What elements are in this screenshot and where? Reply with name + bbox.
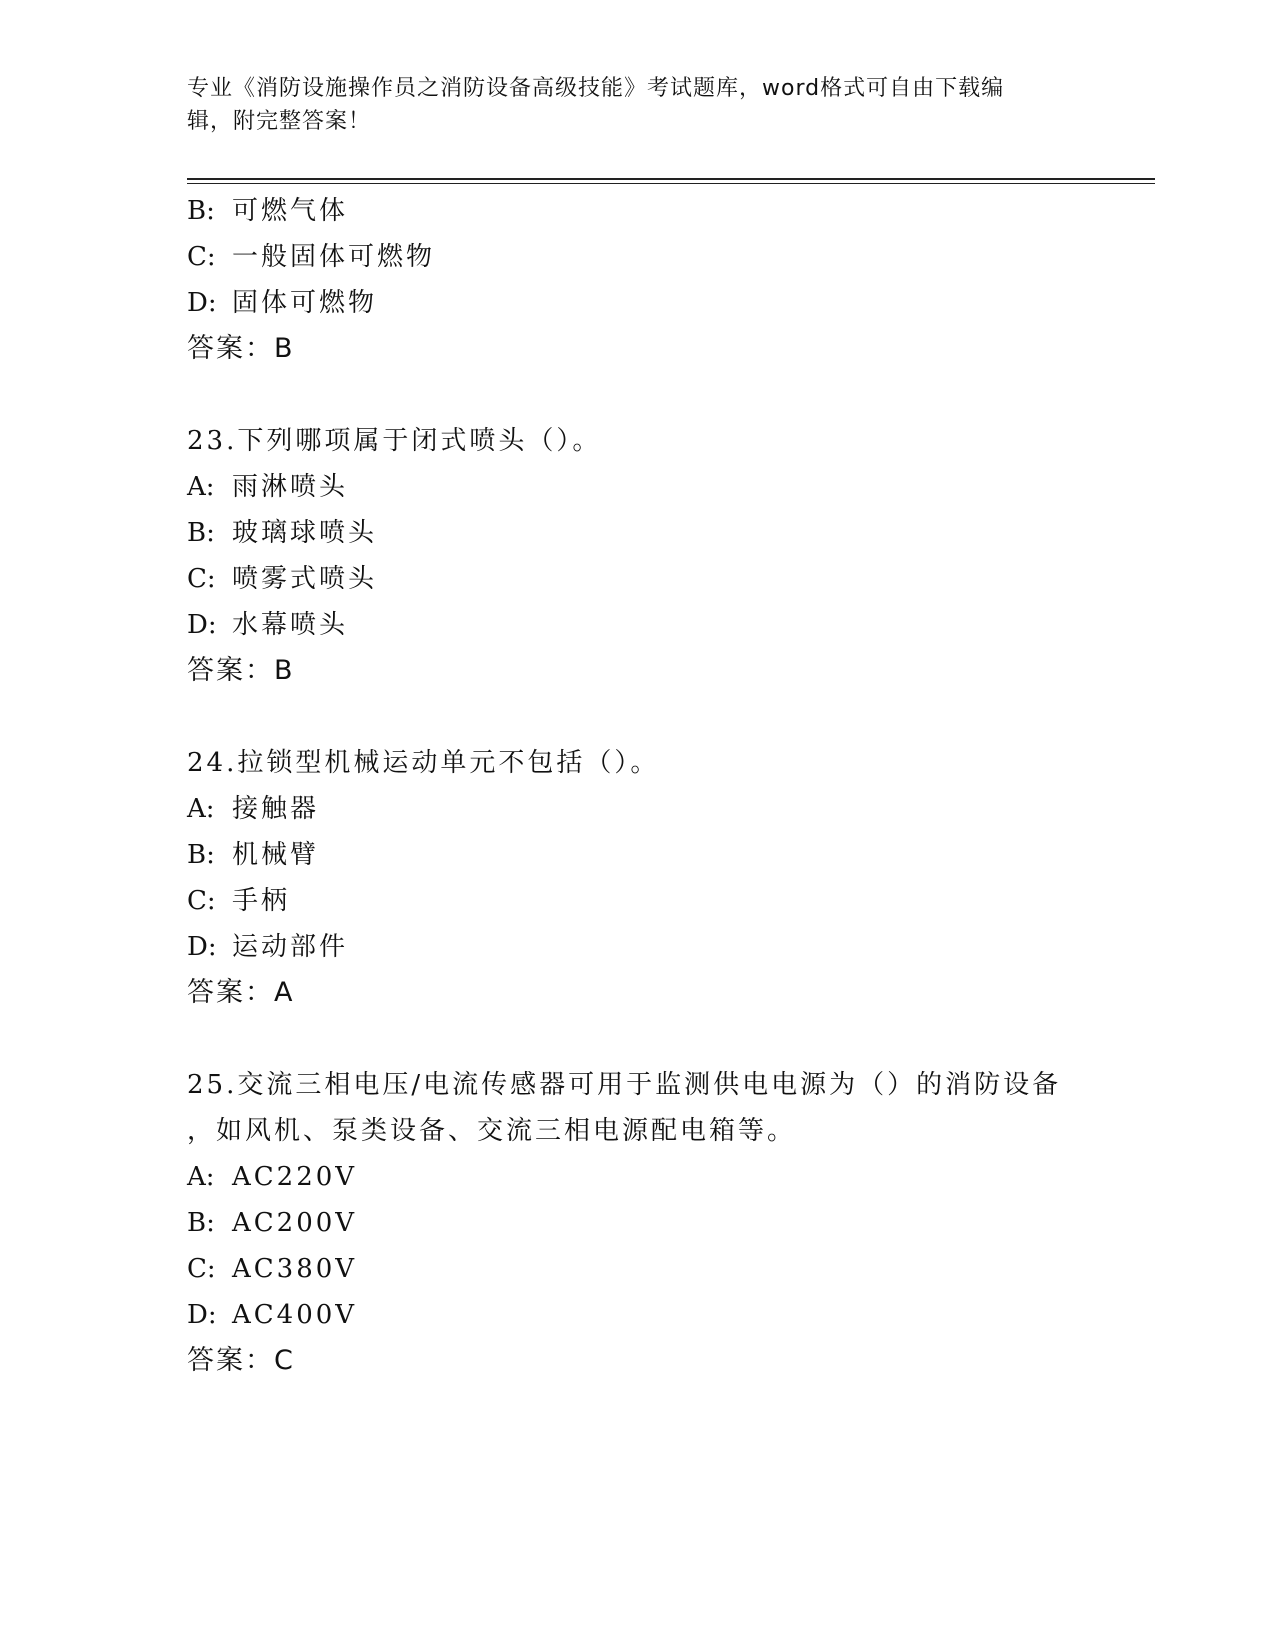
question-stem: 23.下列哪项属于闭式喷头（）。	[187, 426, 602, 456]
question-list	[187, 188, 1087, 1384]
option-key: A:	[187, 1162, 215, 1192]
option-text: 雨淋喷头	[232, 472, 349, 502]
option-key: D:	[187, 288, 217, 318]
option-text: 玻璃球喷头	[232, 518, 378, 548]
header-divider-thin	[187, 183, 1155, 184]
spacer	[187, 372, 1087, 418]
option-d	[187, 280, 1087, 326]
option-text: 可燃气体	[232, 196, 349, 226]
option-key: C:	[187, 564, 216, 594]
spacer	[187, 694, 1087, 740]
answer: 答案：C	[187, 1345, 295, 1376]
header-divider-thick	[187, 178, 1155, 180]
option-text: 运动部件	[232, 932, 349, 962]
option-key: B:	[187, 196, 215, 226]
option-text: AC220V	[232, 1162, 358, 1192]
option-text: 水幕喷头	[232, 610, 349, 640]
option-text: 喷雾式喷头	[232, 564, 378, 594]
answer: 答案：A	[187, 977, 295, 1008]
question-23	[187, 418, 1087, 694]
option-d	[187, 602, 1087, 648]
option-key: B:	[187, 1208, 215, 1238]
option-key: C:	[187, 242, 216, 272]
option-a	[187, 464, 1087, 510]
option-text: 接触器	[232, 794, 320, 824]
option-d	[187, 1292, 1087, 1338]
option-text: 机械臂	[232, 840, 320, 870]
option-b	[187, 1200, 1087, 1246]
option-key: C:	[187, 1254, 216, 1284]
option-text: 固体可燃物	[232, 288, 378, 318]
option-d	[187, 924, 1087, 970]
question-stem-line-1: 25.交流三相电压/电流传感器可用于监测供电电源为（）的消防设备	[187, 1070, 1062, 1100]
option-key: A:	[187, 794, 215, 824]
question-25	[187, 1062, 1087, 1384]
question-stem-line-2: ，如风机、泵类设备、交流三相电源配电箱等。	[187, 1116, 797, 1146]
option-c	[187, 878, 1087, 924]
option-a	[187, 1154, 1087, 1200]
option-key: A:	[187, 472, 215, 502]
option-b	[187, 510, 1087, 556]
option-text: AC380V	[232, 1254, 358, 1284]
question-22	[187, 188, 1087, 372]
header-line-2: 辑，附完整答案！	[187, 109, 372, 134]
option-text: 手柄	[232, 886, 291, 916]
option-b	[187, 188, 1087, 234]
option-b	[187, 832, 1087, 878]
option-key: B:	[187, 518, 215, 548]
option-c	[187, 1246, 1087, 1292]
answer: 答案：B	[187, 655, 295, 686]
option-key: C:	[187, 886, 216, 916]
option-c	[187, 556, 1087, 602]
header-line-1: 专业《消防设施操作员之消防设备高级技能》考试题库，word格式可自由下载编	[187, 76, 1005, 101]
question-24	[187, 740, 1087, 1016]
option-text: AC400V	[232, 1300, 358, 1330]
option-key: D:	[187, 610, 217, 640]
answer: 答案：B	[187, 333, 295, 364]
document-header	[187, 72, 1067, 138]
option-text: AC200V	[232, 1208, 358, 1238]
spacer	[187, 1016, 1087, 1062]
option-text: 一般固体可燃物	[232, 242, 436, 272]
option-c	[187, 234, 1087, 280]
option-key: D:	[187, 932, 217, 962]
question-stem: 24.拉锁型机械运动单元不包括（）。	[187, 748, 660, 778]
option-a	[187, 786, 1087, 832]
option-key: D:	[187, 1300, 217, 1330]
option-key: B:	[187, 840, 215, 870]
